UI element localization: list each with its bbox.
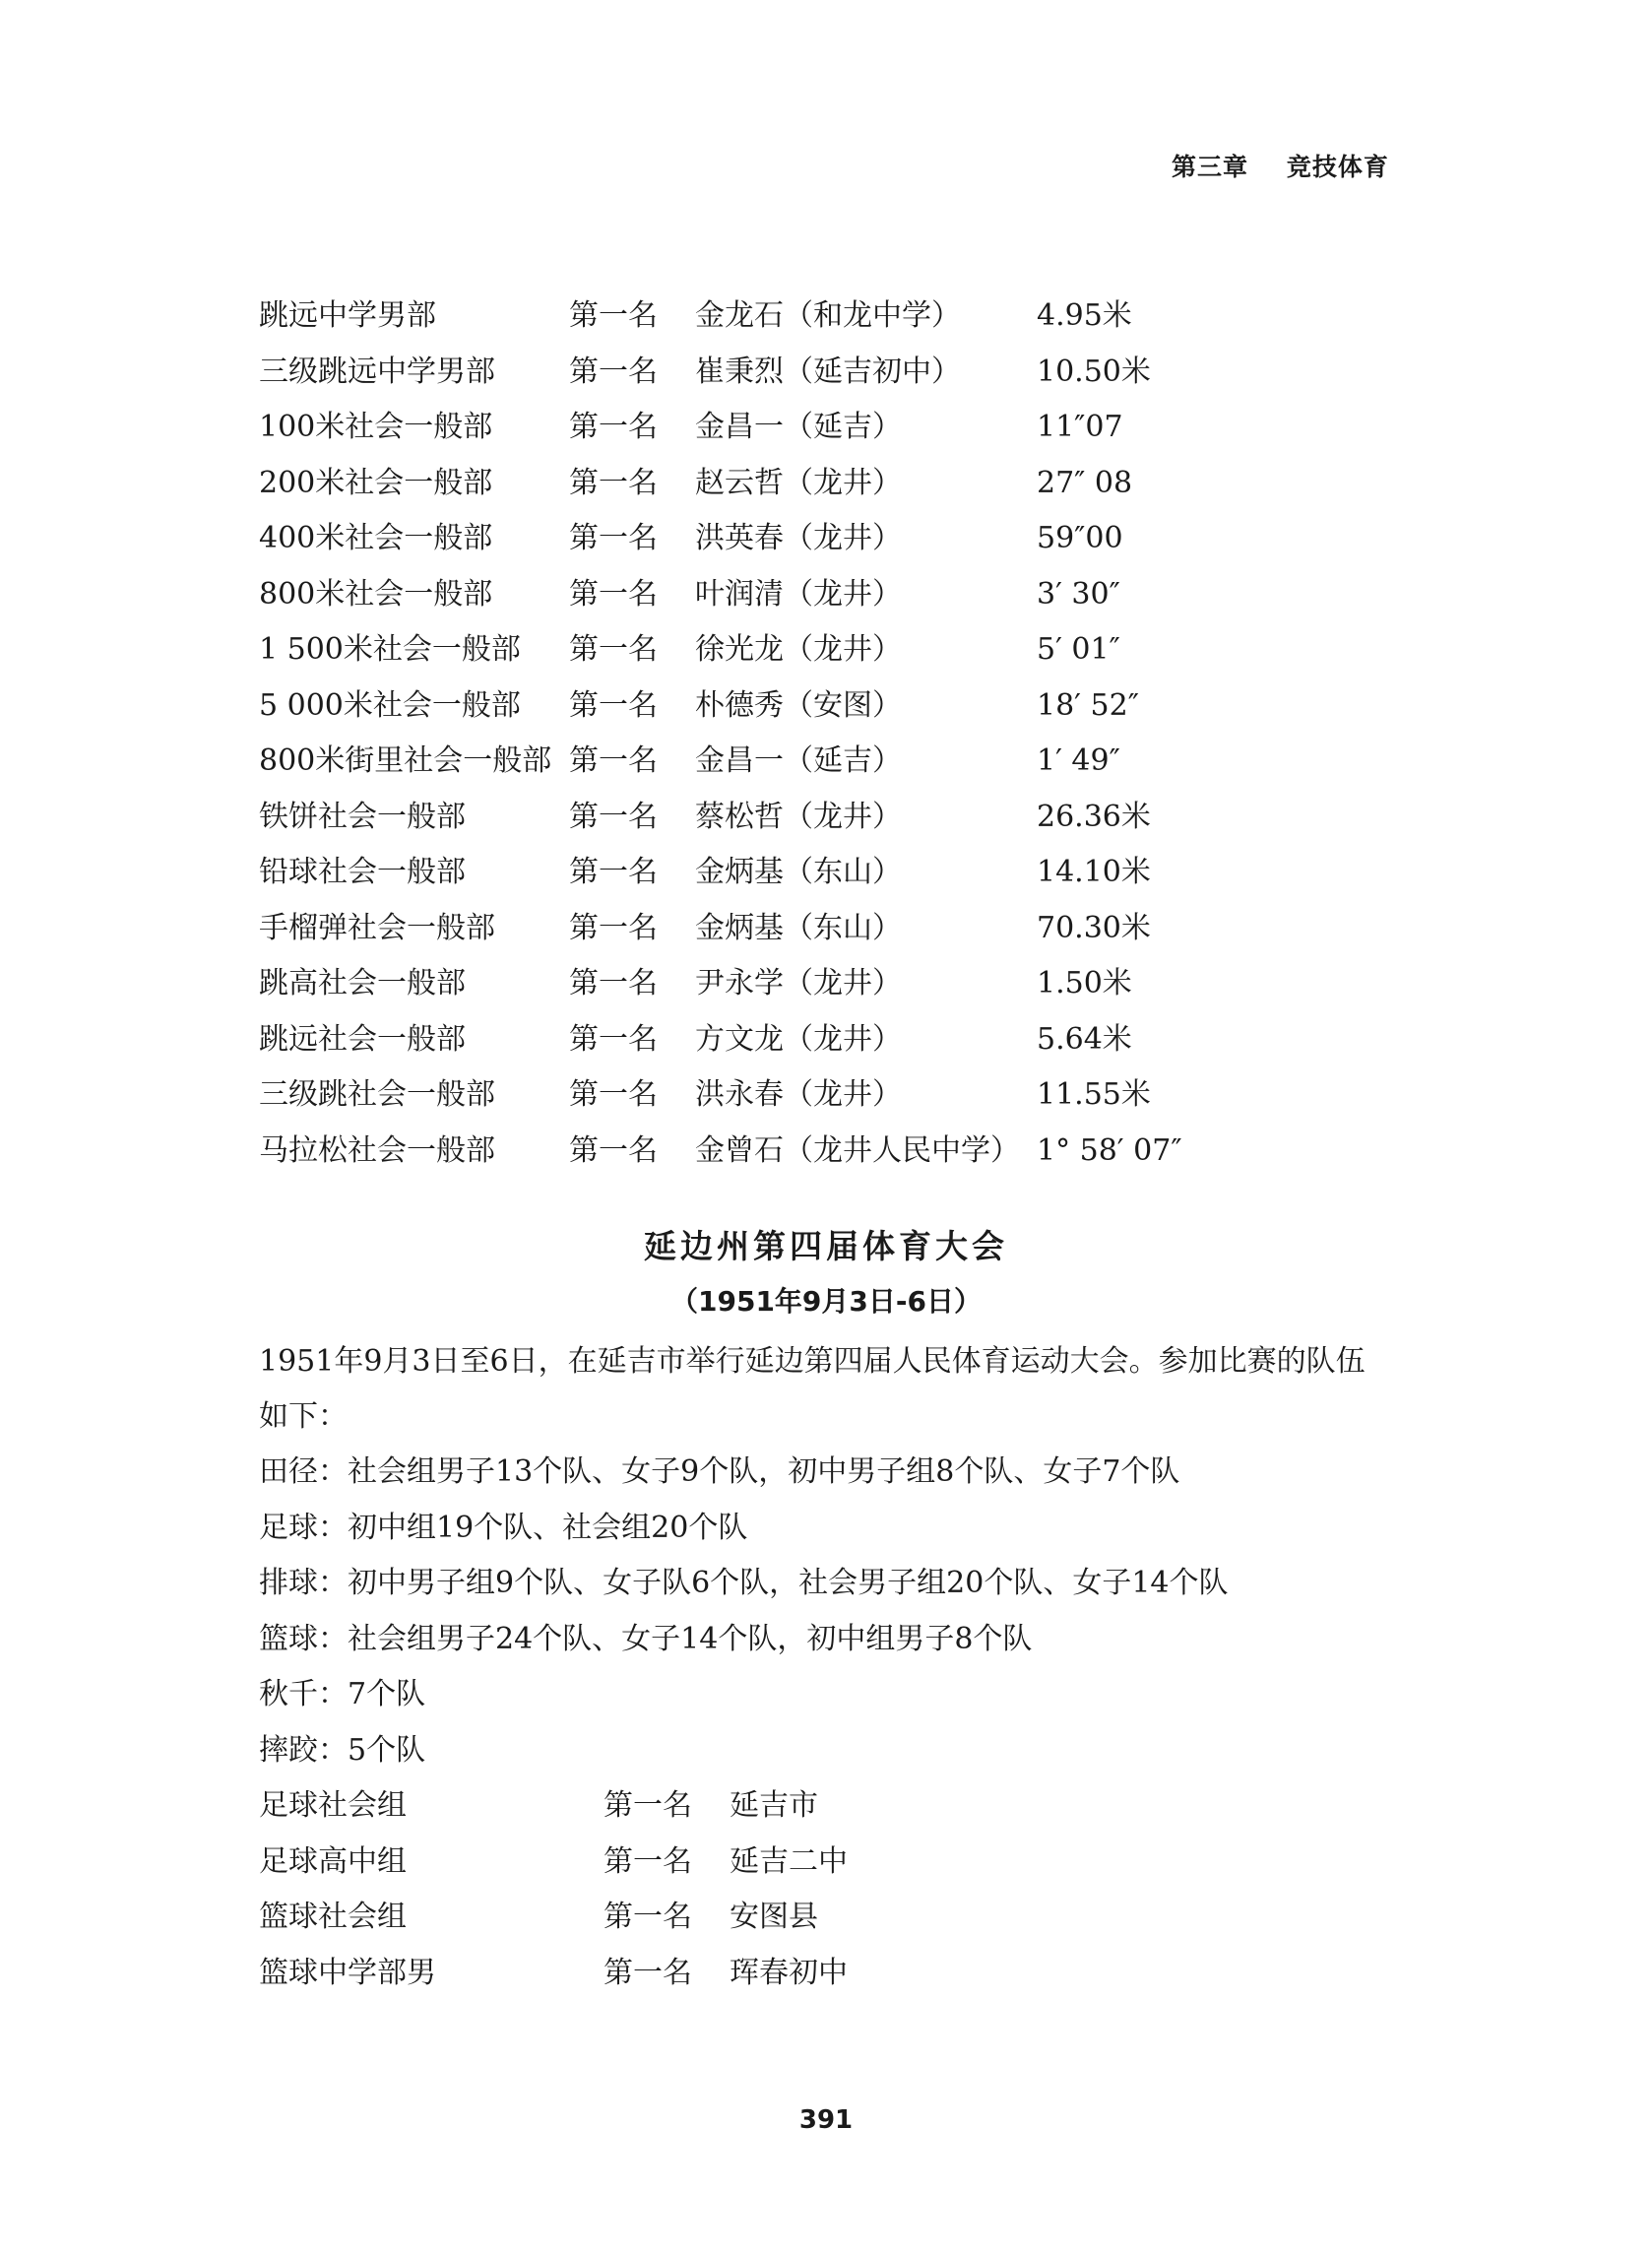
result-row: [259, 1067, 1391, 1124]
event: 跳远中学男部: [259, 298, 436, 333]
section-title: 延边州第四届体育大会: [644, 1227, 1008, 1265]
event: 马拉松社会一般部: [259, 1132, 495, 1168]
rank: 第一名: [569, 799, 658, 834]
rank: 第一名: [569, 354, 658, 389]
rank: 第一名: [604, 1843, 692, 1879]
winner: 徐光龙（龙井）: [695, 632, 902, 667]
team-line: 田径：社会组男子13个队、女子9个队，初中男子组8个队、女子7个队: [259, 1454, 1180, 1489]
event: 铁饼社会一般部: [259, 799, 466, 834]
team-line: 排球：初中男子组9个队、女子队6个队，社会男子组20个队、女子14个队: [259, 1566, 1229, 1600]
result-row: [259, 790, 1391, 846]
result-row: [259, 622, 1391, 678]
event: 跳高社会一般部: [259, 966, 466, 1000]
result-row: [259, 289, 1391, 345]
chapter-label: 第三章: [1172, 153, 1249, 181]
team-line: 足球：初中组19个队、社会组20个队: [259, 1510, 748, 1545]
rank: 第一名: [604, 1788, 692, 1823]
rank: 第一名: [569, 298, 658, 333]
result-row: [259, 345, 1391, 401]
result-row: [259, 511, 1391, 567]
result-row: [259, 956, 1391, 1012]
rank: 第一名: [569, 966, 658, 1000]
rank: 第一名: [569, 855, 658, 889]
winner: 安图县: [730, 1900, 818, 1934]
result: 4.95米: [1037, 298, 1132, 333]
event: 三级跳社会一般部: [259, 1077, 495, 1112]
result: 18′ 52″: [1037, 687, 1139, 723]
event: 足球高中组: [259, 1843, 407, 1879]
team-line: 秋千：7个队: [259, 1677, 426, 1711]
event: 100米社会一般部: [259, 410, 493, 444]
team-line: 篮球：社会组男子24个队、女子14个队，初中组男子8个队: [259, 1621, 1033, 1656]
rank: 第一名: [569, 465, 658, 500]
team-list: [259, 1445, 1391, 1778]
result-row: [259, 456, 1391, 512]
winner: 尹永学（龙井）: [695, 966, 902, 1000]
page-number: 391: [798, 2105, 854, 2135]
rank: 第一名: [569, 1077, 658, 1112]
result: 26.36米: [1037, 799, 1151, 834]
intro-paragraph: [259, 1334, 1376, 1445]
team-line: 摔跤：5个队: [259, 1732, 426, 1768]
result-row: [259, 1778, 1047, 1835]
rank: 第一名: [569, 743, 658, 778]
results-table-top: [259, 289, 1391, 1179]
rank: 第一名: [569, 1132, 658, 1168]
chapter-title: 竞技体育: [1286, 153, 1389, 181]
winner: 珲春初中: [730, 1955, 848, 1990]
result: 3′ 30″: [1037, 576, 1120, 612]
rank: 第一名: [569, 910, 658, 945]
winner: 金龙石（和龙中学）: [695, 298, 961, 333]
rank: 第一名: [604, 1900, 692, 1934]
result: 10.50米: [1037, 354, 1151, 389]
winner: 赵云哲（龙井）: [695, 465, 902, 500]
rank: 第一名: [604, 1955, 692, 1990]
running-header: [1172, 148, 1389, 183]
event: 200米社会一般部: [259, 465, 493, 500]
event: 手榴弹社会一般部: [259, 910, 495, 945]
event: 1 500米社会一般部: [259, 632, 521, 667]
result: 1′ 49″: [1037, 743, 1120, 778]
winner: 金曾石（龙井人民中学）: [695, 1132, 1020, 1168]
winner: 洪英春（龙井）: [695, 521, 902, 555]
intro-text: 1951年9月3日至6日，在延吉市举行延边第四届人民体育运动大会。参加比赛的队伍如下：: [259, 1344, 1366, 1434]
result-row: [259, 845, 1391, 901]
result: 59″00: [1037, 521, 1123, 555]
winner: 金炳基（东山）: [695, 855, 902, 889]
result-row: [259, 1835, 1047, 1891]
winner: 金昌一（延吉）: [695, 743, 902, 778]
result-row: [259, 1890, 1047, 1946]
rank: 第一名: [569, 687, 658, 723]
result: 11″07: [1037, 410, 1123, 444]
winner: 崔秉烈（延吉初中）: [695, 354, 961, 389]
event: 三级跳远中学男部: [259, 354, 495, 389]
event: 铅球社会一般部: [259, 855, 466, 889]
result: 5′ 01″: [1037, 632, 1120, 667]
results-table-bottom: [259, 1778, 1047, 2001]
event: 足球社会组: [259, 1788, 407, 1823]
winner: 叶润清（龙井）: [695, 576, 902, 612]
rank: 第一名: [569, 410, 658, 444]
rank: 第一名: [569, 521, 658, 555]
result: 5.64米: [1037, 1021, 1132, 1057]
result-row: [259, 678, 1391, 735]
winner: 金昌一（延吉）: [695, 410, 902, 444]
winner: 洪永春（龙井）: [695, 1077, 902, 1112]
result-row: [259, 734, 1391, 790]
event: 跳远社会一般部: [259, 1021, 466, 1057]
event: 篮球中学部男: [259, 1955, 436, 1990]
rank: 第一名: [569, 576, 658, 612]
result: 1° 58′ 07″: [1037, 1132, 1182, 1168]
winner: 蔡松哲（龙井）: [695, 799, 902, 834]
rank: 第一名: [569, 632, 658, 667]
result: 1.50米: [1037, 966, 1132, 1000]
winner: 朴德秀（安图）: [695, 687, 902, 723]
result-row: [259, 567, 1391, 623]
result-row: [259, 400, 1391, 456]
event: 篮球社会组: [259, 1900, 407, 1934]
rank: 第一名: [569, 1021, 658, 1057]
winner: 方文龙（龙井）: [695, 1021, 902, 1057]
event: 400米社会一般部: [259, 521, 493, 555]
event: 800米街里社会一般部: [259, 743, 552, 778]
result: 11.55米: [1037, 1077, 1151, 1112]
result-row: [259, 1124, 1391, 1180]
result: 14.10米: [1037, 855, 1151, 889]
winner: 延吉二中: [730, 1843, 848, 1879]
result: 70.30米: [1037, 910, 1151, 945]
result-row: [259, 1012, 1391, 1068]
result: 27″ 08: [1037, 465, 1133, 500]
result-row: [259, 1946, 1047, 2002]
winner: 延吉市: [730, 1788, 818, 1823]
winner: 金炳基（东山）: [695, 910, 902, 945]
event: 800米社会一般部: [259, 576, 493, 612]
event: 5 000米社会一般部: [259, 687, 521, 723]
section-date: （1951年9月3日-6日）: [670, 1285, 982, 1318]
result-row: [259, 901, 1391, 957]
